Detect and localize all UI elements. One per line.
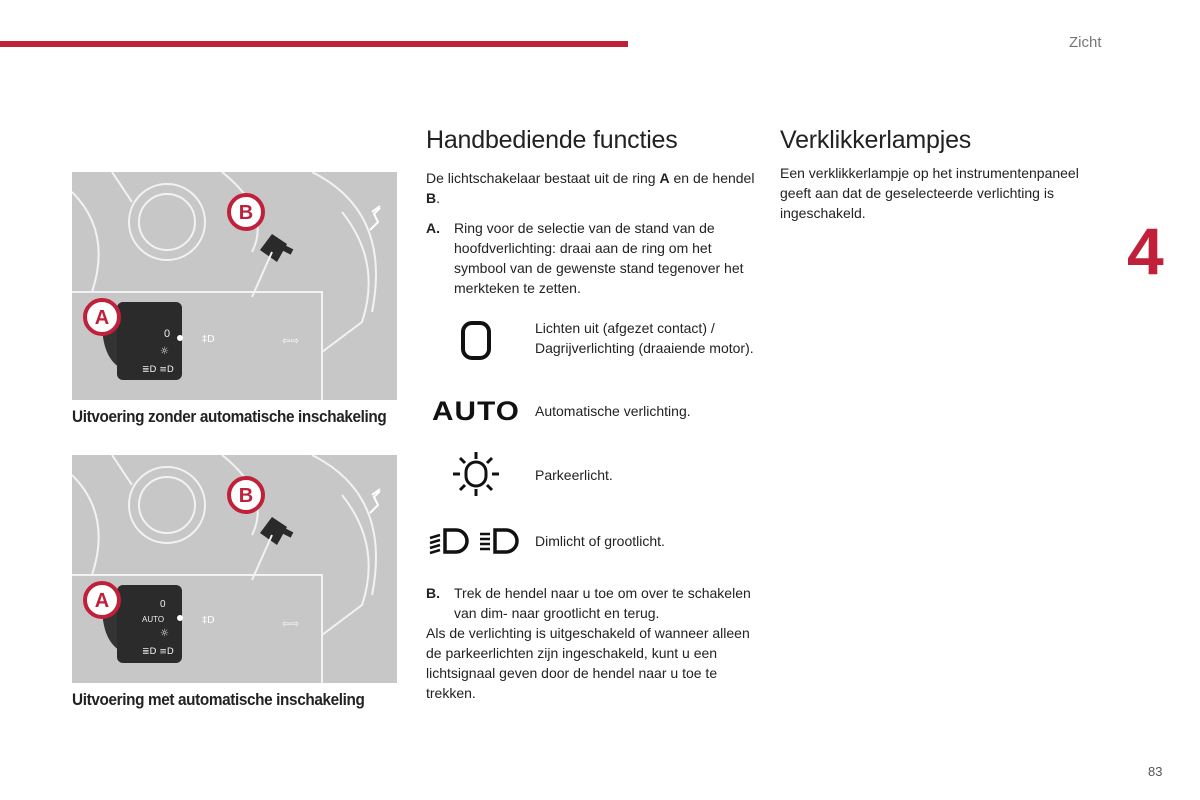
figure-manual-switch [72, 172, 397, 400]
item-letter: B. [426, 585, 440, 601]
svg-text:⇦⇨: ⇦⇨ [282, 336, 299, 347]
svg-text:≣D ≡D: ≣D ≡D [142, 647, 174, 657]
item-letter: A. [426, 220, 440, 236]
section-heading: Verklikkerlampjes [780, 126, 972, 154]
symbol-description: Parkeerlicht. [535, 467, 613, 483]
item-b [426, 583, 756, 623]
item-text: Ring voor de selectie van de stand van de hoofdverlichting: draai aan de ring om het symbool van de gewenste stand tegenover het merkteken te zetten. [454, 220, 744, 296]
intro-ring-letter: A [659, 170, 670, 186]
figure-caption: Uitvoering zonder automatische inschakeling [72, 407, 387, 426]
item-text: Trek de hendel naar u toe om over te schakelen van dim- naar grootlicht en terug. [454, 585, 751, 621]
page-number: 83 [1148, 764, 1163, 779]
auto-label: AUTO [431, 395, 521, 426]
warning-lamps-section [780, 126, 1080, 223]
svg-text:‡D: ‡D [202, 334, 215, 345]
label-b: B [238, 202, 254, 224]
svg-text:0: 0 [160, 599, 166, 610]
closing-paragraph: Als de verlichting is uitgeschakeld of wanneer alleen de parkeerlichten zijn ingeschakeld, kunt u een lichtsignaal geven door de hendel naar u toe te trekken. [426, 625, 750, 701]
manual-functions-section [426, 126, 756, 298]
intro-text: De lichtschakelaar bestaat uit de ring [426, 170, 660, 186]
svg-text:⇦⇨: ⇦⇨ [282, 619, 299, 630]
figure-auto-switch [72, 455, 397, 683]
intro-text: . [436, 190, 441, 206]
symbol-description: Lichten uit (afgezet contact) / Dagrijverlichting (draaiende motor). [535, 320, 754, 356]
zero-position-icon [426, 320, 526, 362]
section-title: Zicht [1069, 34, 1102, 51]
symbol-description: Automatische verlichting. [535, 403, 691, 419]
svg-text:0: 0 [164, 328, 171, 340]
parking-light-icon [426, 450, 526, 498]
label-a: A [94, 307, 110, 329]
header-accent-bar [0, 41, 628, 47]
svg-text:≣D ≡D: ≣D ≡D [142, 365, 174, 375]
low-high-beam-icon [426, 524, 526, 558]
intro-text: en de hendel [669, 170, 755, 186]
auto-mark: AUTO [142, 615, 165, 624]
section-heading: Handbediende functies [426, 126, 678, 154]
label-b: B [238, 485, 254, 507]
intro-paragraph [426, 168, 756, 208]
warning-lamps-text: Een verklikkerlampje op het instrumentenpaneel geeft aan dat de geselecteerde verlichting is ingeschakeld. [780, 165, 1079, 221]
chapter-number: 4 [1127, 214, 1164, 288]
item-a [426, 218, 756, 298]
figure-caption: Uitvoering met automatische inschakeling [72, 690, 365, 709]
intro-lever-letter: B [426, 190, 437, 206]
svg-text:‡D: ‡D [202, 615, 215, 626]
symbol-description: Dimlicht of grootlicht. [535, 533, 665, 549]
item-b-section [426, 583, 756, 703]
svg-text:☼: ☼ [160, 346, 169, 357]
label-a: A [94, 590, 110, 612]
auto-icon [426, 396, 526, 426]
svg-text:☼: ☼ [160, 628, 169, 639]
